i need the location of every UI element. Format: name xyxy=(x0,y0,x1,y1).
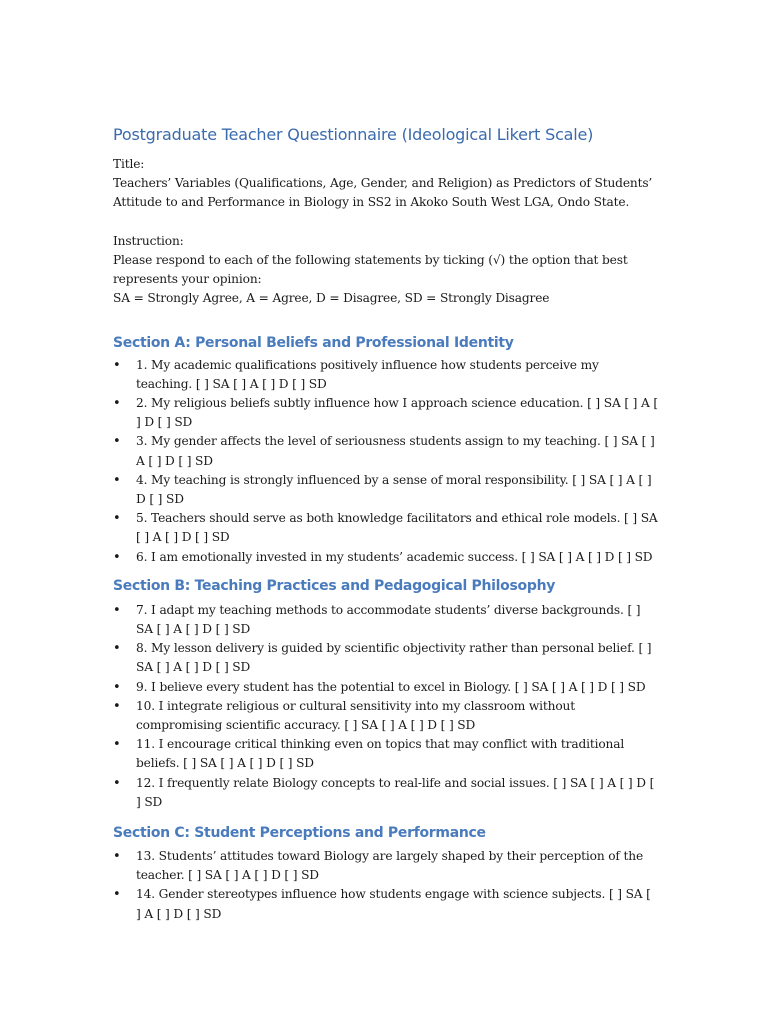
item-text: 12. I frequently relate Biology concepts to real-life and social issues. [ ] SA [ ] A [ ] D [ ] SD xyxy=(136,775,655,809)
bullet-icon: • xyxy=(113,775,121,791)
item-text: 11. I encourage critical thinking even on topics that may conflict with traditional beliefs. [ ] SA [ ] A [ ] D [ ] SD xyxy=(136,737,625,771)
bullet-icon: • xyxy=(113,679,121,695)
bullet-icon: • xyxy=(113,472,121,488)
bullet-icon: • xyxy=(113,434,121,450)
list-item xyxy=(113,639,658,677)
list-item xyxy=(113,432,658,470)
list-item xyxy=(113,394,658,432)
item-text: 13. Students’ attitudes toward Biology are largely shaped by their perception of the teacher. [ ] SA [ ] A [ ] D [ ] SD xyxy=(136,849,644,883)
bullet-icon: • xyxy=(113,602,121,618)
bullet-icon: • xyxy=(113,549,121,565)
title-text: Teachers’ Variables (Qualifications, Age, Gender, and Religion) as Predictors of Students’ Attitude to and Performance in Biology in SS2 in Akoko South West LGA, Ondo State. xyxy=(113,176,653,210)
list-item xyxy=(113,735,658,773)
section-b-list xyxy=(113,601,658,812)
section-a-list xyxy=(113,356,658,567)
section-c-heading: Section C: Student Perceptions and Performance xyxy=(113,825,486,842)
list-item xyxy=(113,885,658,923)
document-page xyxy=(113,124,658,924)
scale-key: SA = Strongly Agree, A = Agree, D = Disagree, SD = Strongly Disagree xyxy=(113,291,550,306)
bullet-icon: • xyxy=(113,511,121,527)
list-item xyxy=(113,601,658,639)
list-item xyxy=(113,697,658,735)
item-text: 1. My academic qualifications positively influence how students perceive my teaching. [ ] SA [ ] A [ ] D [ ] SD xyxy=(136,357,599,391)
item-text: 14. Gender stereotypes influence how students engage with science subjects. [ ] SA [ ] A [ ] D [ ] SD xyxy=(136,887,651,921)
bullet-icon: • xyxy=(113,737,121,753)
section-b-heading: Section B: Teaching Practices and Pedagogical Philosophy xyxy=(113,577,556,594)
section-c-list xyxy=(113,847,658,924)
item-text: 4. My teaching is strongly influenced by a sense of moral responsibility. [ ] SA [ ] A [ ] D [ ] SD xyxy=(136,472,652,507)
bullet-icon: • xyxy=(113,641,121,657)
list-item xyxy=(113,847,658,885)
bullet-icon: • xyxy=(113,698,121,714)
item-text: 2. My religious beliefs subtly influence how I approach science education. [ ] SA [ ] A [ ] D [ ] SD xyxy=(136,396,658,430)
instruction-text: Please respond to each of the following statements by ticking (√) the option that best represents your opinion: xyxy=(113,253,628,287)
bullet-icon: • xyxy=(113,357,121,373)
item-text: 5. Teachers should serve as both knowledge facilitators and ethical role models. [ ] SA [ ] A [ ] D [ ] SD xyxy=(136,511,658,545)
bullet-icon: • xyxy=(113,887,121,903)
list-item xyxy=(113,356,658,394)
item-text: 7. I adapt my teaching methods to accommodate students’ diverse backgrounds. [ ] SA [ ] A [ ] D [ ] SD xyxy=(136,602,641,637)
item-text: 10. I integrate religious or cultural sensitivity into my classroom without compromising scientific accuracy. [ ] SA [ ] A [ ] D [ ] SD xyxy=(136,698,575,733)
bullet-icon: • xyxy=(113,396,121,412)
title-label: Title: xyxy=(113,157,145,171)
section-a-heading: Section A: Personal Beliefs and Professional Identity xyxy=(113,334,514,351)
item-text: 8. My lesson delivery is guided by scientific objectivity rather than personal belief. [ ] SA [ ] A [ ] D [ ] SD xyxy=(136,641,652,675)
list-item xyxy=(113,678,658,697)
paragraph-spacer xyxy=(113,213,658,232)
list-item xyxy=(113,471,658,509)
item-text: 3. My gender affects the level of seriousness students assign to my teaching. [ ] SA [ ] A [ ] D [ ] SD xyxy=(136,434,655,468)
item-text: 6. I am emotionally invested in my students’ academic success. [ ] SA [ ] A [ ] D [ ] SD xyxy=(136,549,653,564)
instruction-label: Instruction: xyxy=(113,233,184,248)
list-item xyxy=(113,509,658,547)
bullet-icon: • xyxy=(113,849,121,865)
document-heading: Postgraduate Teacher Questionnaire (Ideological Likert Scale) xyxy=(113,125,594,144)
item-text: 9. I believe every student has the potential to excel in Biology. [ ] SA [ ] A [ ] D [ ] SD xyxy=(136,679,646,694)
list-item xyxy=(113,548,658,567)
list-item xyxy=(113,774,658,812)
